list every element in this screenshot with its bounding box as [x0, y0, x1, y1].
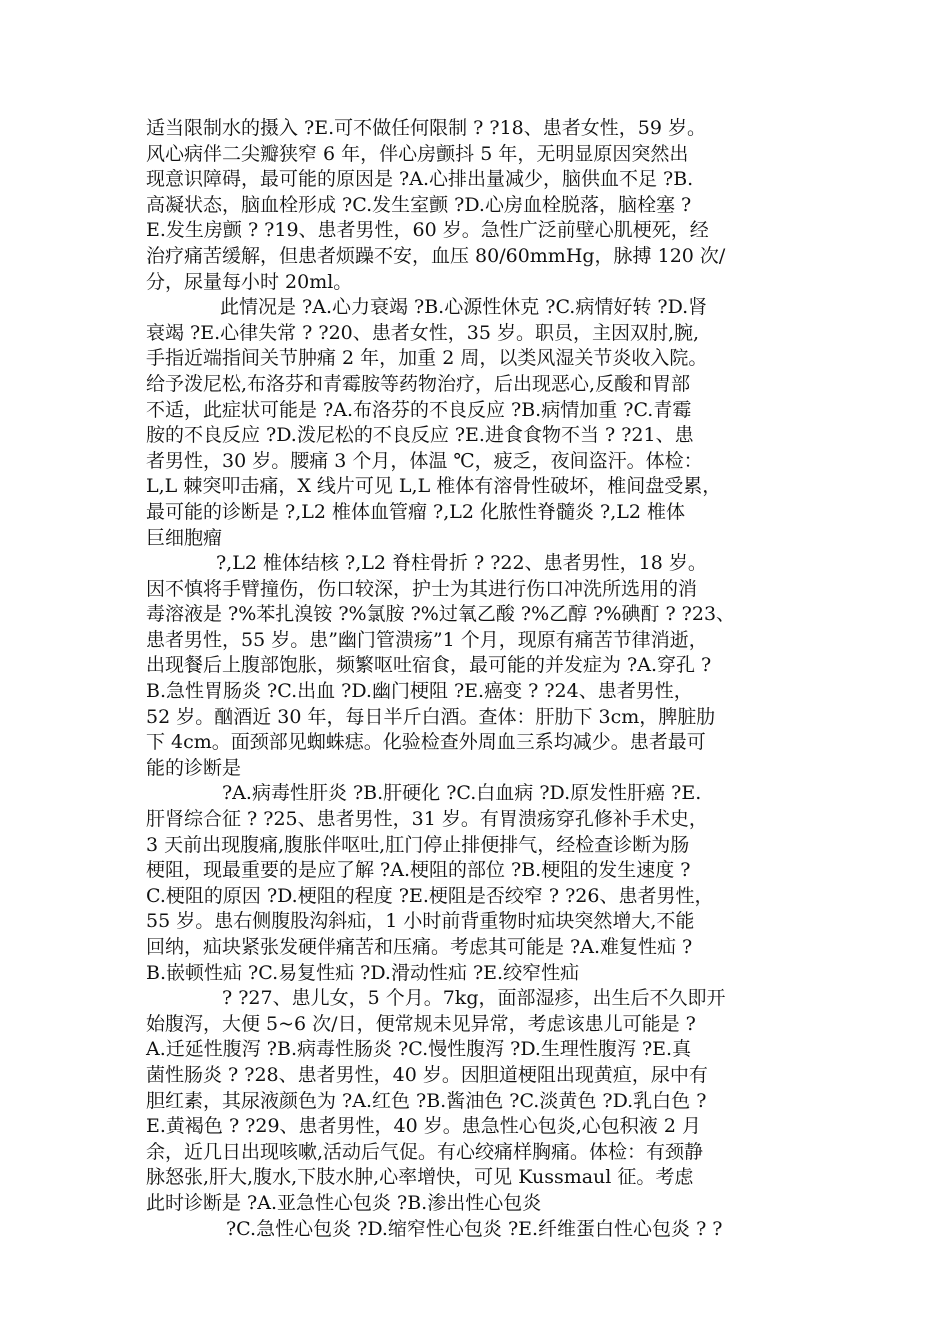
text-line: 能的诊断是 [146, 756, 242, 779]
text-line: 者男性，30 岁。腰痛 3 个月，体温 ℃，疲乏，夜间盗汗。体检： [146, 449, 703, 472]
text-line: 巨细胞瘤 [146, 526, 223, 549]
text-line: ?,L2 椎体结核 ?,L2 脊柱骨折 ? ?22、患者男性，18 岁。 [216, 552, 707, 575]
text-line: 肝肾综合征 ? ?25、患者男性，31 岁。有胃溃疡穿孔修补手术史， [146, 808, 708, 831]
text-line: 分，尿量每小时 20ml。 [146, 270, 353, 293]
text-line: 52 岁。酗酒近 30 年，每日半斤白酒。查体：肝肋下 3cm，脾脏肋 [146, 705, 716, 728]
text-line: 梗阻，现最重要的是应了解 ?A.梗阻的部位 ?B.梗阻的发生速度 ? [146, 859, 691, 882]
text-line: 余，近几日出现咳嗽,活动后气促。有心绞痛样胸痛。体检：有颈静 [146, 1140, 704, 1163]
text-line: 始腹泻，大便 5~6 次/日，便常规未见异常，考虑该患儿可能是 ? [146, 1012, 696, 1035]
text-line: 治疗痛苦缓解，但患者烦躁不安，血压 80/60mmHg，脉搏 120 次/ [146, 244, 726, 267]
text-line: B.急性胃肠炎 ?C.出血 ?D.幽门梗阻 ?E.癌变 ? ?24、患者男性， [146, 680, 693, 703]
text-line: 胺的不良反应 ?D.泼尼松的不良反应 ?E.进食食物不当 ? ?21、患 [146, 424, 694, 447]
text-line: L,L 棘突叩击痛，X 线片可见 L,L 椎体有溶骨性破坏，椎间盘受累， [146, 475, 722, 498]
text-line: 胆红素，其尿液颜色为 ?A.红色 ?B.酱油色 ?C.淡黄色 ?D.乳白色 ? [146, 1089, 707, 1112]
text-line: 给予泼尼松,布洛芬和青霉胺等药物治疗，后出现恶心,反酸和胃部 [146, 372, 691, 395]
text-line: 此情况是 ?A.心力衰竭 ?B.心源性休克 ?C.病情好转 ?D.肾 [220, 296, 708, 319]
text-line: E.黄褐色 ? ?29、患者男性，40 岁。患急性心包炎,心包积液 2 月 [146, 1115, 701, 1138]
text-line: 菌性肠炎 ? ?28、患者男性，40 岁。因胆道梗阻出现黄疸，尿中有 [146, 1063, 708, 1086]
text-line: 3 天前出现腹痛,腹胀伴呕吐,肛门停止排便排气，经检查诊断为肠 [146, 833, 690, 856]
text-line: 毒溶液是 ?%苯扎溴铵 ?%氯胺 ?%过氧乙酸 ?%乙醇 ?%碘酊 ? ?23、 [146, 603, 736, 626]
text-line: C.梗阻的原因 ?D.梗阻的程度 ?E.梗阻是否绞窄 ? ?26、患者男性， [146, 884, 714, 907]
text-line: 最可能的诊断是 ?,L2 椎体血管瘤 ?,L2 化脓性脊髓炎 ?,L2 椎体 [146, 500, 686, 523]
text-line: 高凝状态，脑血栓形成 ?C.发生室颤 ?D.心房血栓脱落，脑栓塞 ? [146, 193, 692, 216]
text-line: 适当限制水的摄入 ?E.可不做任何限制 ? ?18、患者女性，59 岁。 [146, 117, 706, 139]
text-line: ? ?27、患儿女，5 个月。7kg，面部湿疹，出生后不久即开 [222, 987, 726, 1010]
text-line: ?C.急性心包炎 ?D.缩窄性心包炎 ?E.纤维蛋白性心包炎 ? ? [226, 1217, 723, 1240]
text-line: 出现餐后上腹部饱胀，频繁呕吐宿食，最可能的并发症为 ?A.穿孔 ? [146, 654, 712, 677]
text-line: 患者男性，55 岁。患”幽门管溃疡”1 个月，现原有痛苦节律消逝， [146, 628, 708, 651]
text-line: 不适，此症状可能是 ?A.布洛芬的不良反应 ?B.病情加重 ?C.青霉 [146, 398, 692, 421]
document-body [146, 116, 836, 1242]
text-line: 手指近端指间关节肿痛 2 年，加重 2 周，以类风湿关节炎收入院。 [146, 347, 708, 370]
text-line: E.发生房颤 ? ?19、患者男性，60 岁。急性广泛前壁心肌梗死，经 [146, 219, 709, 242]
text-line: 回纳，疝块紧张发硬伴痛苦和压痛。考虑其可能是 ?A.难复性疝 ? [146, 936, 693, 958]
text-line: B.嵌顿性疝 ?C.易复性疝 ?D.滑动性疝 ?E.绞窄性疝 [146, 961, 580, 984]
text-line: 下 4cm。面颈部见蜘蛛痣。化验检查外周血三系均减少。患者最可 [146, 731, 706, 754]
text-line: 风心病伴二尖瓣狭窄 6 年，伴心房颤抖 5 年，无明显原因突然出 [146, 142, 689, 165]
text-line: 脉怒张,肝大,腹水,下肢水肿,心率增快，可见 Kussmaul 征。考虑 [146, 1166, 694, 1189]
text-line: A.迁延性腹泻 ?B.病毒性肠炎 ?C.慢性腹泻 ?D.生理性腹泻 ?E.真 [146, 1038, 692, 1061]
text-line: 现意识障碍，最可能的原因是 ?A.心排出量减少，脑供血不足 ?B. [146, 168, 694, 191]
text-line: 此时诊断是 ?A.亚急性心包炎 ?B.渗出性心包炎 [146, 1191, 542, 1214]
text-line: 55 岁。患右侧腹股沟斜疝，1 小时前背重物时疝块突然增大,不能 [146, 910, 695, 933]
text-line: ?A.病毒性肝炎 ?B.肝硬化 ?C.白血病 ?D.原发性肝癌 ?E. [222, 782, 702, 805]
text-line: 衰竭 ?E.心律失常 ? ?20、患者女性，35 岁。职员，主因双肘,腕, [146, 321, 700, 344]
text-line: 因不慎将手臂撞伤，伤口较深，护士为其进行伤口冲洗所选用的消 [146, 577, 698, 600]
